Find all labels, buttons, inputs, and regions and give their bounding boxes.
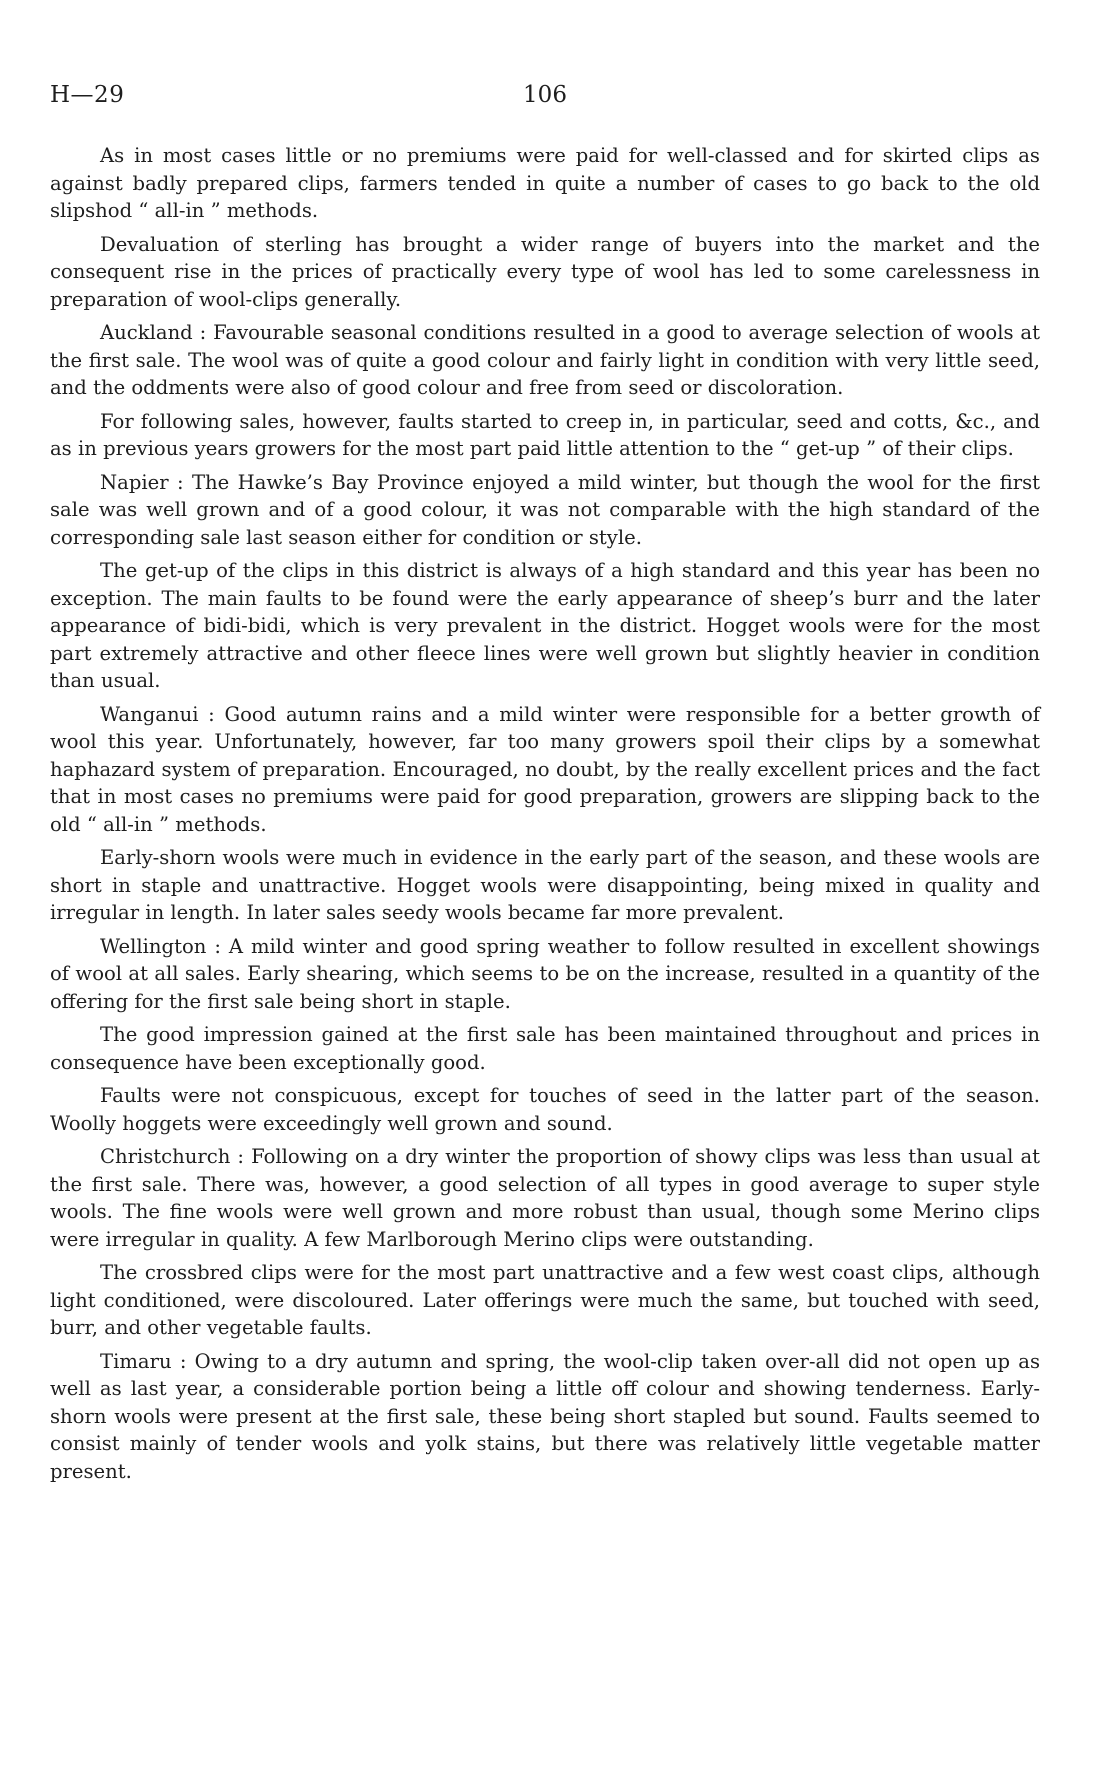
- document-reference: H—29: [50, 82, 125, 108]
- paragraph-faults: Faults were not conspicuous, except for touches of seed in the latter part of the season. Woolly hoggets were exceedingly well grown and sound.: [50, 1084, 1040, 1135]
- page-number: 106: [523, 82, 567, 108]
- paragraph-christchurch: Christchurch : Following on a dry winter the proportion of showy clips was less than usual at the first sale. There was, however, a good selection of all types in good average to super style wools. The fine wools were well grown and more robust than usual, though some Merino clips were irregular in quality. A few Marlborough Merino clips were outstanding.: [50, 1145, 1040, 1251]
- paragraph-following-sales: For following sales, however, faults started to creep in, in particular, seed and cotts, &c., and as in previous years growers for the most part paid little attention to the “ get-up ” of their clips.: [50, 409, 1040, 460]
- paragraph-early-shorn: Early-shorn wools were much in evidence in the early part of the season, and these wools are short in staple and unattractive. Hogget wools were disappointing, being mixed in quality and irregular in length. In later sales seedy wools became far more prevalent.: [50, 846, 1040, 924]
- paragraph-timaru: Timaru : Owing to a dry autumn and spring, the wool-clip taken over-all did not open up as well as last year, a considerable portion being a little off colour and showing tenderness. Early-shorn wools were present at the first sale, these being short stapled but sound. Faults seemed to consist mainly of tender wools and yolk stains, but there was relatively little vegetable matter present.: [50, 1349, 1040, 1483]
- paragraph-crossbred: The crossbred clips were for the most part unattractive and a few west coast clips, although light conditioned, were discoloured. Later offerings were much the same, but touched with seed, burr, and other vegetable faults.: [50, 1261, 1040, 1339]
- paragraph-wellington: Wellington : A mild winter and good spring weather to follow resulted in excellent showings of wool at all sales. Early shearing, which seems to be on the increase, resulted in a quantity of the offering for the first sale being short in staple.: [50, 934, 1040, 1013]
- page-header: [50, 82, 1040, 118]
- body-text: [50, 142, 1040, 1491]
- paragraph-auckland: Auckland : Favourable seasonal conditions resulted in a good to average selection of wools at the first sale. The wool was of quite a good colour and fairly light in condition with very little seed, and the oddments were also of good colour and free from seed or discoloration.: [50, 321, 1040, 399]
- paragraph-devaluation: Devaluation of sterling has brought a wider range of buyers into the market and the consequent rise in the prices of practically every type of wool has led to some carelessness in preparation of wool-clips generally.: [50, 232, 1040, 311]
- paragraph-premiums: As in most cases little or no premiums were paid for well-classed and for skirted clips as against badly prepared clips, farmers tended in quite a number of cases to go back to the old slipshod “ all-in ” methods.: [50, 144, 1040, 222]
- paragraph-napier: Napier : The Hawke’s Bay Province enjoyed a mild winter, but though the wool for the first sale was well grown and of a good colour, it was not comparable with the high standard of the corresponding sale last season either for condition or style.: [50, 470, 1040, 549]
- paragraph-get-up: The get-up of the clips in this district is always of a high standard and this year has been no exception. The main faults to be found were the early appearance of sheep’s burr and the later appearance of bidi-bidi, which is very prevalent in the district. Hogget wools were for the most part extremely attractive and other fleece lines were well grown but slightly heavier in condition than usual.: [50, 559, 1040, 692]
- paragraph-good-impression: The good impression gained at the first sale has been maintained throughout and prices in consequence have been exceptionally good.: [50, 1023, 1040, 1074]
- paragraph-wanganui: Wanganui : Good autumn rains and a mild winter were responsible for a better growth of wool this year. Unfortunately, however, far too many growers spoil their clips by a somewhat haphazard system of preparation. Encouraged, no doubt, by the really excellent prices and the fact that in most cases no premiums were paid for good preparation, growers are slipping back to the old “ all-in ” methods.: [50, 702, 1040, 836]
